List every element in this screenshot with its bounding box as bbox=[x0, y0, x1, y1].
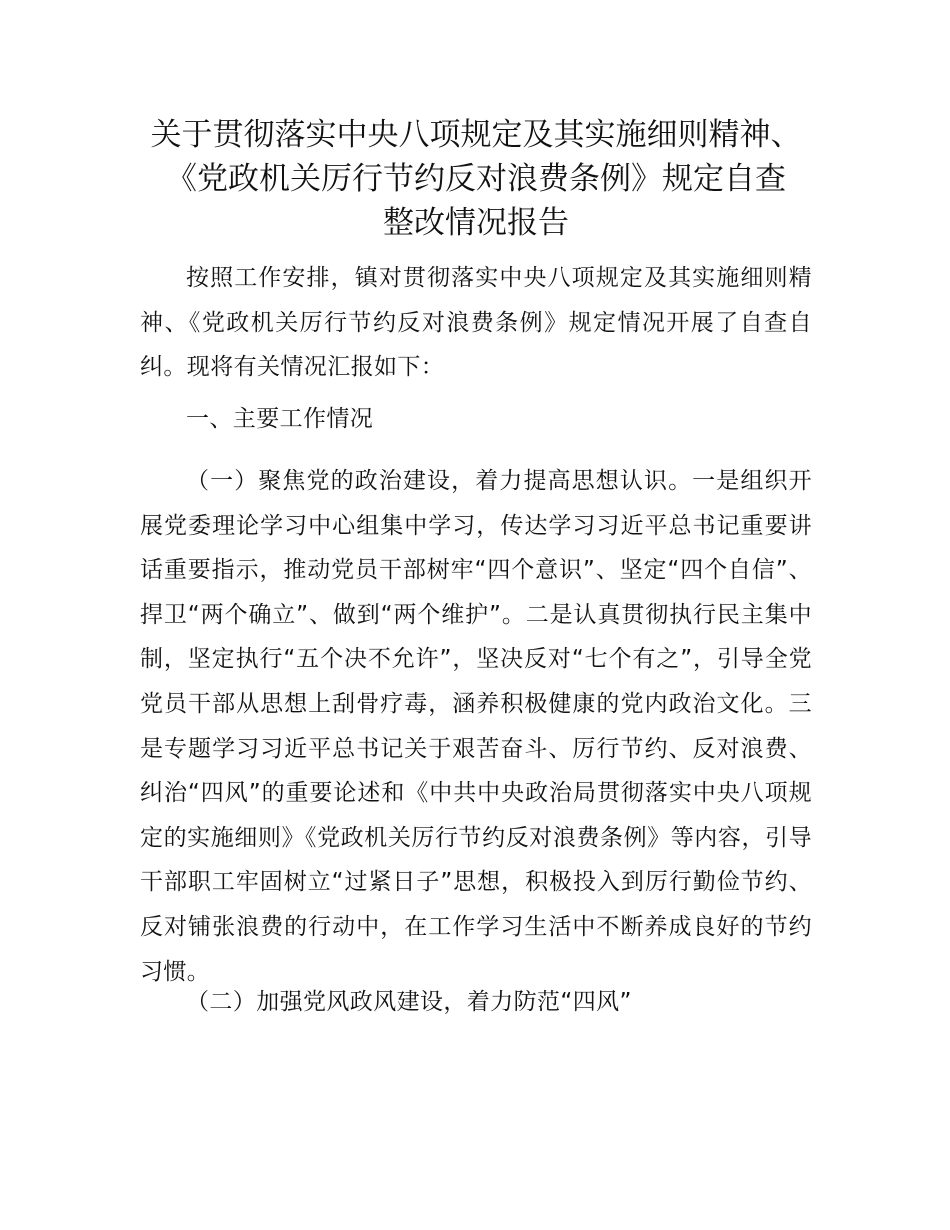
title-line-2: 《党政机关厉行节约反对浪费条例》规定自查 bbox=[166, 161, 786, 197]
title-line-3: 整改情况报告 bbox=[383, 205, 569, 241]
section-heading-main-work: 一、主要工作情况 bbox=[186, 406, 374, 432]
subsection-political-building-paragraph: （一）聚焦党的政治建设，着力提高思想认识。一是组织开展党委理论学习中心组集中学习，传达学习习近平总书记重要讲话重要指示，推动党员干部树牢“四个意识”、坚定“四个自信”、捍卫“两个确立”、做到“两个维护”。二是认真贯彻执行民主集中制，坚定执行“五个决不允许”，坚决反对“七个有之”，引导全党党员干部从思想上刮骨疗毒，涵养积极健康的党内政治文化。三是专题学习习近平总书记关于艰苦奋斗、厉行节约、反对浪费、纠治“四风”的重要论述和《中共中央政治局贯彻落实中央八项规定的实施细则》《党政机关厉行节约反对浪费条例》等内容，引导干部职工牢固树立“过紧日子”思想，积极投入到厉行勤俭节约、反对铺张浪费的行动中，在工作学习生活中不断养成良好的节约习惯。 bbox=[140, 468, 812, 985]
document-title bbox=[140, 113, 812, 245]
subsection-party-style-heading: （二）加强党风政风建设，着力防范“四风” bbox=[186, 989, 632, 1015]
intro-paragraph: 按照工作安排，镇对贯彻落实中央八项规定及其实施细则精神、《党政机关厉行节约反对浪费条例》规定情况开展了自查自纠。现将有关情况汇报如下： bbox=[140, 265, 812, 381]
title-line-1: 关于贯彻落实中央八项规定及其实施细则精神、 bbox=[150, 117, 802, 153]
